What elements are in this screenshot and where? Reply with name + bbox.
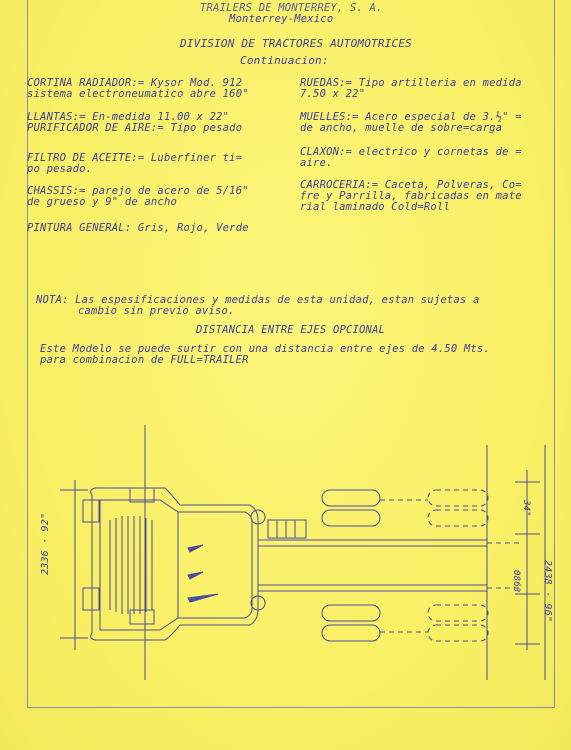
spec-springs: MUELLES:= Acero especial de 3.½" = de ancho, muelle de sobre=carga — [300, 111, 522, 134]
hood-outline — [178, 512, 252, 618]
spec-horn: CLAXON:= electrico y cornetas de = aire. — [300, 146, 522, 169]
spec-paint: PINTURA GENERAL: Gris, Rojo, Verde — [27, 222, 249, 234]
spec-wheels: RUEDAS:= Tipo artilleria en medida 7.50 x 22" — [300, 77, 522, 100]
optional-wheel-2 — [428, 510, 488, 526]
optional-wheel-3 — [428, 605, 488, 621]
spec-chassis: CHASSIS:= parejo de acero de 5/16" de grueso y 9" de ancho — [27, 185, 249, 208]
company-city: Monterrey-Mexico — [229, 13, 334, 25]
company-name: TRAILERS DE MONTERREY, S. A. — [200, 2, 383, 14]
section-line-1: Este Modelo se puede surtir con una distancia entre ejes de 4.50 Mts. — [40, 343, 490, 355]
front-wheel-bottom — [83, 588, 99, 610]
dim-label-left: 2336 · 92" — [40, 512, 51, 575]
rear-wheel-2 — [322, 510, 380, 526]
section-line-2: para combinacion de FULL=TRAILER — [40, 354, 249, 366]
note-line-1: NOTA: Las espesificaciones y medidas de esta unidad, estan sujetas a — [36, 294, 480, 306]
dim-label-2438: 2438 · 96" — [542, 560, 553, 623]
continuation-label: Continuacion: — [240, 54, 329, 67]
spec-radiator: CORTINA RADIADOR:= Kysor Mod. 912 sistema electroneumatico abre 160° — [27, 77, 249, 100]
section-title: DISTANCIA ENTRE EJES OPCIONAL — [196, 324, 386, 336]
division-title: DIVISION DE TRACTORES AUTOMOTRICES — [180, 37, 412, 50]
optional-wheel-1 — [428, 490, 488, 506]
spec-oil-filter: FILTRO DE ACEITE:= Luberfiner ti= po pesado. — [27, 152, 243, 175]
spec-body: CARROCERIA:= Caceta, Polveras, Co= fre y Parrilla, fabricadas en mate rial laminado Cold=Roll — [300, 179, 522, 213]
front-wheel-top — [83, 500, 99, 522]
note-line-2: cambio sin previo aviso. — [78, 305, 235, 317]
rear-wheel-1 — [322, 490, 380, 506]
spec-tires-air: LLANTAS:= En-medida 11.00 x 22" PURIFICADOR DE AIRE:= Tipo pesado — [27, 111, 243, 134]
battery-box — [268, 520, 306, 538]
dim-label-0863: 0863 — [511, 570, 521, 593]
optional-wheel-4 — [428, 625, 488, 641]
dim-label-34: 34" — [521, 500, 531, 517]
rear-wheel-4 — [322, 625, 380, 641]
rear-wheel-3 — [322, 605, 380, 621]
